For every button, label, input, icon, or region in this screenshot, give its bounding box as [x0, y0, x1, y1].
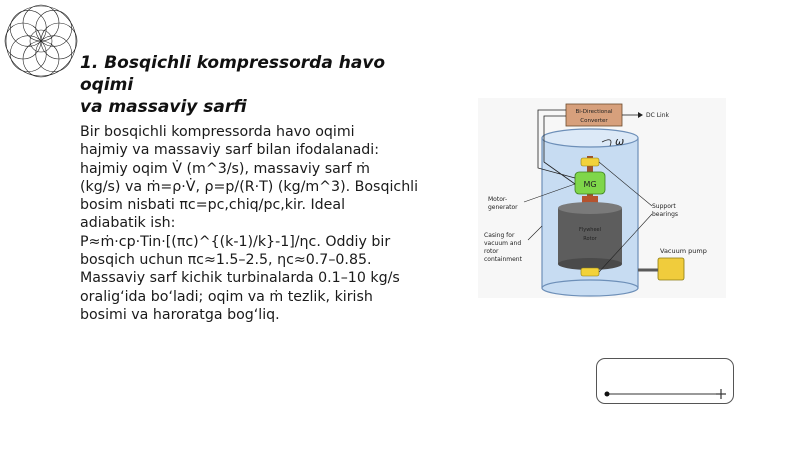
- body-line: Bir bosqichli kompressorda havo oqimi: [80, 124, 355, 140]
- title-line-2: va massaviy sarfi: [80, 97, 247, 117]
- body-line: hajmiy va massaviy sarf bilan ifodalanadi:: [80, 142, 380, 159]
- casing-label-4: containment: [484, 256, 522, 263]
- body-line: (kg/s) va ṁ=ρ·V̇, ρ=p/(R·T) (kg/m^3). Bosqichli: [80, 178, 419, 195]
- vacuum-pump: [658, 258, 684, 280]
- body-line: Massaviy sarf kichik turbinalarda 0.1–10 kg/s: [80, 270, 400, 287]
- body-line: bosim nisbati πc=pc,chiq/pc,kir. Ideal: [80, 197, 346, 214]
- flywheel-label-1: Flywheel: [578, 227, 602, 233]
- casing-label-2: vacuum and: [484, 240, 522, 247]
- decorative-rosette-logo: [4, 4, 78, 78]
- playhead-dot[interactable]: [605, 392, 610, 397]
- casing-label-3: rotor: [484, 248, 499, 255]
- vacuum-pump-label: Vacuum pump: [660, 247, 707, 255]
- body-line: P≈ṁ·cp·Tin·[(πc)^{(k-1)/k}-1]/ηc. Oddiy bir: [80, 233, 391, 250]
- media-player[interactable]: [596, 358, 734, 404]
- motor-generator-label-1: Motor-: [488, 196, 508, 203]
- body-line: bosimi va haroratga bog‘liq.: [80, 306, 280, 323]
- dc-link-label: DC Link: [646, 112, 670, 119]
- motor-generator-label-2: generator: [488, 204, 518, 211]
- omega-symbol: ω: [615, 135, 625, 148]
- converter-label-2: Converter: [580, 118, 608, 124]
- title-line-1: 1. Bosqichli kompressorda havo oqimi: [80, 53, 386, 95]
- body-line: adiabatik ish:: [80, 215, 176, 232]
- mg-label: MG: [583, 180, 597, 189]
- body-paragraph: [80, 123, 425, 324]
- body-line: hajmiy oqim V̇ (m^3/s), massaviy sarf ṁ: [80, 160, 370, 177]
- casing-label-1: Casing for: [484, 232, 515, 239]
- bottom-bearing: [581, 268, 599, 276]
- media-timeline[interactable]: [597, 359, 733, 403]
- body-line: bosqich uchun πc≈1.5–2.5, ηc≈0.7–0.85.: [80, 252, 372, 269]
- body-line: oralig‘ida bo‘ladi; oqim va ṁ tezlik, kirish: [80, 288, 373, 305]
- support-label-2: bearings: [652, 211, 679, 218]
- slide-title: [80, 52, 440, 118]
- top-bearing: [581, 158, 599, 166]
- converter-label-1: Bi-Directional: [575, 109, 613, 115]
- flywheel-label-2: Rotor: [583, 236, 597, 242]
- support-label-1: Support: [652, 203, 676, 210]
- flywheel-diagram: [478, 98, 726, 298]
